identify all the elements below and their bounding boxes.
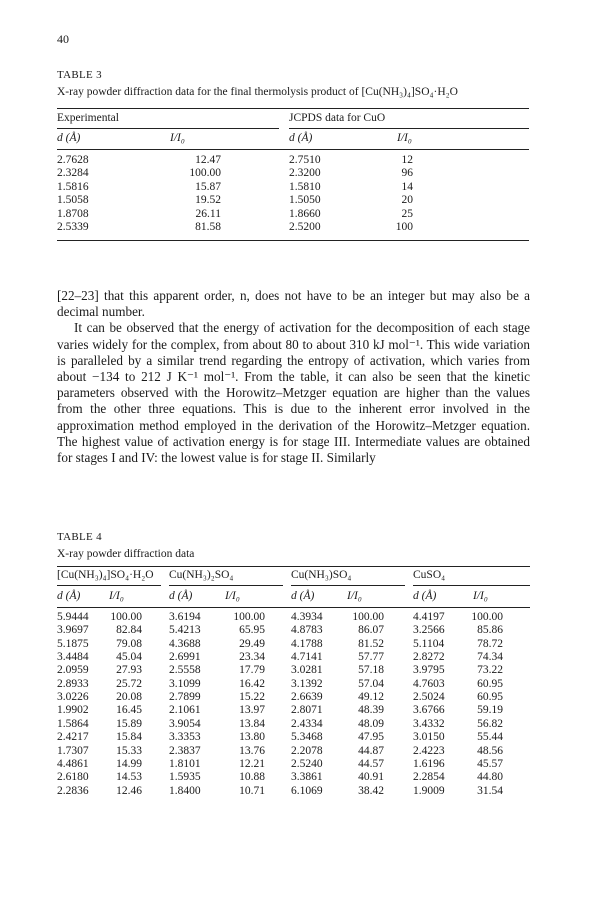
paragraph: It can be observed that the energy of activation for the decomposition of each stage varies widely for the complex, from about 80 to about 310 kJ mol⁻¹. This wide variation is paralleled by a similar trend regarding the entropy of activation, which varies from about −134 to 212 J K⁻¹ mol⁻¹. From the table, it can also be seen that the kinetic parameters observed with the Horowitz–Metzger equation are higher than the values from the other three equations. This is due to the inherent error involved in the approximation method employed in the derivation of the Horowitz–Metzger equation. The highest value of activation energy is for stage III. Intermediate values are obtained for stages I and IV: the lowest value is for stage II. Similarly: [57, 320, 530, 466]
table3-top-rule: [57, 108, 529, 109]
table4-cell: 3.9697: [57, 624, 89, 637]
table4-cell: 82.84: [116, 624, 142, 637]
table3-cell: 2.5200: [289, 221, 321, 233]
table3-cell: 1.8708: [57, 207, 89, 220]
table3-cell: 96: [401, 167, 413, 180]
table3-cell: 81.58: [195, 221, 221, 233]
table4-cell: 20.08: [116, 691, 142, 704]
table4-cell: 1.8400: [169, 784, 201, 797]
table4-cell: 2.3837: [169, 744, 201, 757]
table3-group-header: JCPDS data for CuO: [289, 112, 386, 124]
table4-cell: 49.12: [358, 691, 384, 704]
table4-cell: 13.84: [239, 717, 265, 730]
table4-cell: 3.1099: [169, 677, 201, 690]
table4-label: TABLE 4: [57, 531, 102, 543]
table3-group-header: Experimental: [57, 112, 119, 124]
table4-cell: 57.18: [358, 664, 384, 677]
table4-group-rule: [413, 585, 530, 586]
table3-bottom-rule: [57, 240, 529, 241]
table3-cell: 15.87: [195, 180, 221, 193]
table4-cell: 100.00: [233, 611, 265, 623]
table4-top-rule: [57, 566, 530, 567]
table4-cell: 86.07: [358, 624, 384, 637]
table4-cell: 15.33: [116, 744, 142, 757]
table4-cell: 48.09: [358, 717, 384, 730]
table3-column-header: I/I₀: [170, 132, 185, 144]
table4-cell: 1.6196: [413, 757, 445, 770]
table3-column-header: d (Å): [289, 132, 313, 144]
table4-group-header: Cu(NH₃)₂SO₄: [169, 569, 234, 581]
table4-cell: 40.91: [358, 771, 384, 784]
table4-cell: 60.95: [477, 691, 503, 704]
table4-cell: 13.76: [239, 744, 265, 757]
table4-cell: 100.00: [110, 611, 142, 623]
table4-cell: 2.6991: [169, 651, 201, 664]
table4-cell: 3.9795: [413, 664, 445, 677]
table4-cell: 2.5240: [291, 757, 323, 770]
table4-group-header: [Cu(NH₃)₄]SO₄·H₂O: [57, 569, 154, 581]
table4-caption: X-ray powder diffraction data: [57, 548, 195, 560]
table4-group-rule: [169, 585, 283, 586]
page-number: 40: [57, 32, 69, 46]
table4-cell: 4.7141: [291, 651, 323, 664]
table4-cell: 48.56: [477, 744, 503, 757]
table4-cell: 5.4213: [169, 624, 201, 637]
table4-cell: 29.49: [239, 637, 265, 650]
table4-cell: 3.1392: [291, 677, 323, 690]
table4-cell: 55.44: [477, 731, 503, 744]
table3-header-rule: [57, 149, 529, 150]
table4-cell: 5.3468: [291, 731, 323, 744]
table3-group-rule: [289, 128, 529, 129]
table4-cell: 1.8101: [169, 757, 201, 770]
table4-cell: 1.5935: [169, 771, 201, 784]
table4-cell: 2.4334: [291, 717, 323, 730]
table4-cell: 16.42: [239, 677, 265, 690]
table3-cell: 19.52: [195, 194, 221, 207]
table4-cell: 1.9902: [57, 704, 89, 717]
table3-cell: 1.8660: [289, 207, 321, 220]
table4-cell: 4.3688: [169, 637, 201, 650]
table4-group-rule: [291, 585, 405, 586]
table4-cell: 3.4484: [57, 651, 89, 664]
table4-group-header: Cu(NH₃)SO₄: [291, 569, 352, 581]
table4-cell: 2.2854: [413, 771, 445, 784]
table4-column-header: d (Å): [169, 590, 193, 602]
table4-cell: 2.8933: [57, 677, 89, 690]
table4-cell: 2.8071: [291, 704, 323, 717]
table3-cell: 1.5058: [57, 194, 89, 207]
table3-cell: 12: [401, 154, 413, 166]
table4-cell: 2.5024: [413, 691, 445, 704]
table4-cell: 13.97: [239, 704, 265, 717]
table4-cell: 6.1069: [291, 784, 323, 797]
table4-cell: 2.6639: [291, 691, 323, 704]
table4-cell: 25.72: [116, 677, 142, 690]
table4-cell: 12.21: [239, 757, 265, 770]
table4-cell: 73.22: [477, 664, 503, 677]
table4-cell: 3.2566: [413, 624, 445, 637]
table4-cell: 14.53: [116, 771, 142, 784]
table4-cell: 44.87: [358, 744, 384, 757]
table3-cell: 1.5810: [289, 180, 321, 193]
table4-group-rule: [57, 585, 161, 586]
table3-label: TABLE 3: [57, 69, 102, 81]
table4-cell: 44.80: [477, 771, 503, 784]
table4-cell: 44.57: [358, 757, 384, 770]
table4-column-header: I/I₀: [109, 590, 124, 602]
table4-cell: 5.9444: [57, 611, 89, 623]
table3-caption: X-ray powder diffraction data for the final thermolysis product of [Cu(NH₃)₄]SO₄·H₂O: [57, 86, 458, 98]
table4-cell: 3.3353: [169, 731, 201, 744]
table4-column-header: I/I₀: [473, 590, 488, 602]
table4-cell: 56.82: [477, 717, 503, 730]
table3-cell: 1.5050: [289, 194, 321, 207]
table4-cell: 2.4217: [57, 731, 89, 744]
table4-cell: 48.39: [358, 704, 384, 717]
table3-cell: 25: [401, 207, 413, 220]
table4-cell: 1.9009: [413, 784, 445, 797]
table4-cell: 60.95: [477, 677, 503, 690]
table4-cell: 57.77: [358, 651, 384, 664]
table3-cell: 2.7510: [289, 154, 321, 166]
table4-cell: 5.1104: [413, 637, 445, 650]
table4-cell: 15.22: [239, 691, 265, 704]
table4-cell: 3.9054: [169, 717, 201, 730]
table4-cell: 2.1061: [169, 704, 201, 717]
table3-cell: 100.00: [189, 167, 221, 180]
table4-cell: 13.80: [239, 731, 265, 744]
table4-group-header: CuSO₄: [413, 569, 446, 581]
table4-cell: 31.54: [477, 784, 503, 797]
table4-column-header: d (Å): [413, 590, 437, 602]
table4-cell: 10.71: [239, 784, 265, 797]
table3-cell: 2.5339: [57, 221, 89, 233]
table4-cell: 3.3861: [291, 771, 323, 784]
table4-cell: 3.6194: [169, 611, 201, 623]
table4-cell: 4.8783: [291, 624, 323, 637]
table4-cell: 79.08: [116, 637, 142, 650]
table4-cell: 3.0281: [291, 664, 323, 677]
table4-cell: 1.5864: [57, 717, 89, 730]
table4-cell: 2.7899: [169, 691, 201, 704]
table4-column-header: d (Å): [57, 590, 81, 602]
table4-cell: 59.19: [477, 704, 503, 717]
table3-cell: 12.47: [195, 154, 221, 166]
table4-cell: 2.6180: [57, 771, 89, 784]
table4-cell: 3.4332: [413, 717, 445, 730]
table3-cell: 26.11: [195, 207, 221, 220]
table3-cell: 1.5816: [57, 180, 89, 193]
table4-cell: 4.4197: [413, 611, 445, 623]
table3-column-header: d (Å): [57, 132, 81, 144]
table4-cell: 14.99: [116, 757, 142, 770]
table4-cell: 4.4861: [57, 757, 89, 770]
table4-cell: 2.8272: [413, 651, 445, 664]
table4-cell: 38.42: [358, 784, 384, 797]
paragraph: [22–23] that this apparent order, n, does not have to be an integer but may also be a decimal number.: [57, 288, 530, 320]
table4-cell: 65.95: [239, 624, 265, 637]
table4-cell: 2.2836: [57, 784, 89, 797]
table3-cell: 100: [395, 221, 413, 233]
table4-column-header: d (Å): [291, 590, 315, 602]
table4-cell: 2.0959: [57, 664, 89, 677]
table4-cell: 3.0150: [413, 731, 445, 744]
table4-cell: 4.7603: [413, 677, 445, 690]
table3-cell: 2.7628: [57, 154, 89, 166]
table4-cell: 1.7307: [57, 744, 89, 757]
table4-cell: 2.5558: [169, 664, 201, 677]
table4-cell: 2.4223: [413, 744, 445, 757]
table4-header-rule: [57, 607, 530, 608]
table4-cell: 74.34: [477, 651, 503, 664]
table4-cell: 10.88: [239, 771, 265, 784]
table4-cell: 57.04: [358, 677, 384, 690]
table4-cell: 78.72: [477, 637, 503, 650]
table4-cell: 2.2078: [291, 744, 323, 757]
table4-cell: 85.86: [477, 624, 503, 637]
table3-cell: 14: [401, 180, 413, 193]
table4-cell: 23.34: [239, 651, 265, 664]
table3-cell: 20: [401, 194, 413, 207]
table4-cell: 15.89: [116, 717, 142, 730]
table4-cell: 4.1788: [291, 637, 323, 650]
table4-cell: 16.45: [116, 704, 142, 717]
table4-cell: 3.6766: [413, 704, 445, 717]
table4-cell: 15.84: [116, 731, 142, 744]
table4-cell: 47.95: [358, 731, 384, 744]
table4-cell: 100.00: [352, 611, 384, 623]
body-text: [57, 288, 530, 466]
table4-cell: 17.79: [239, 664, 265, 677]
table3-column-header: I/I₀: [397, 132, 412, 144]
table4-cell: 81.52: [358, 637, 384, 650]
table3-group-rule: [57, 128, 279, 129]
table4-cell: 12.46: [116, 784, 142, 797]
table4-cell: 45.04: [116, 651, 142, 664]
table4-cell: 3.0226: [57, 691, 89, 704]
table4-cell: 4.3934: [291, 611, 323, 623]
table4-cell: 45.57: [477, 757, 503, 770]
table4-column-header: I/I₀: [347, 590, 362, 602]
table4-cell: 5.1875: [57, 637, 89, 650]
table3-cell: 2.3200: [289, 167, 321, 180]
table4-column-header: I/I₀: [225, 590, 240, 602]
table3-cell: 2.3284: [57, 167, 89, 180]
table4-cell: 27.93: [116, 664, 142, 677]
table4-cell: 100.00: [471, 611, 503, 623]
